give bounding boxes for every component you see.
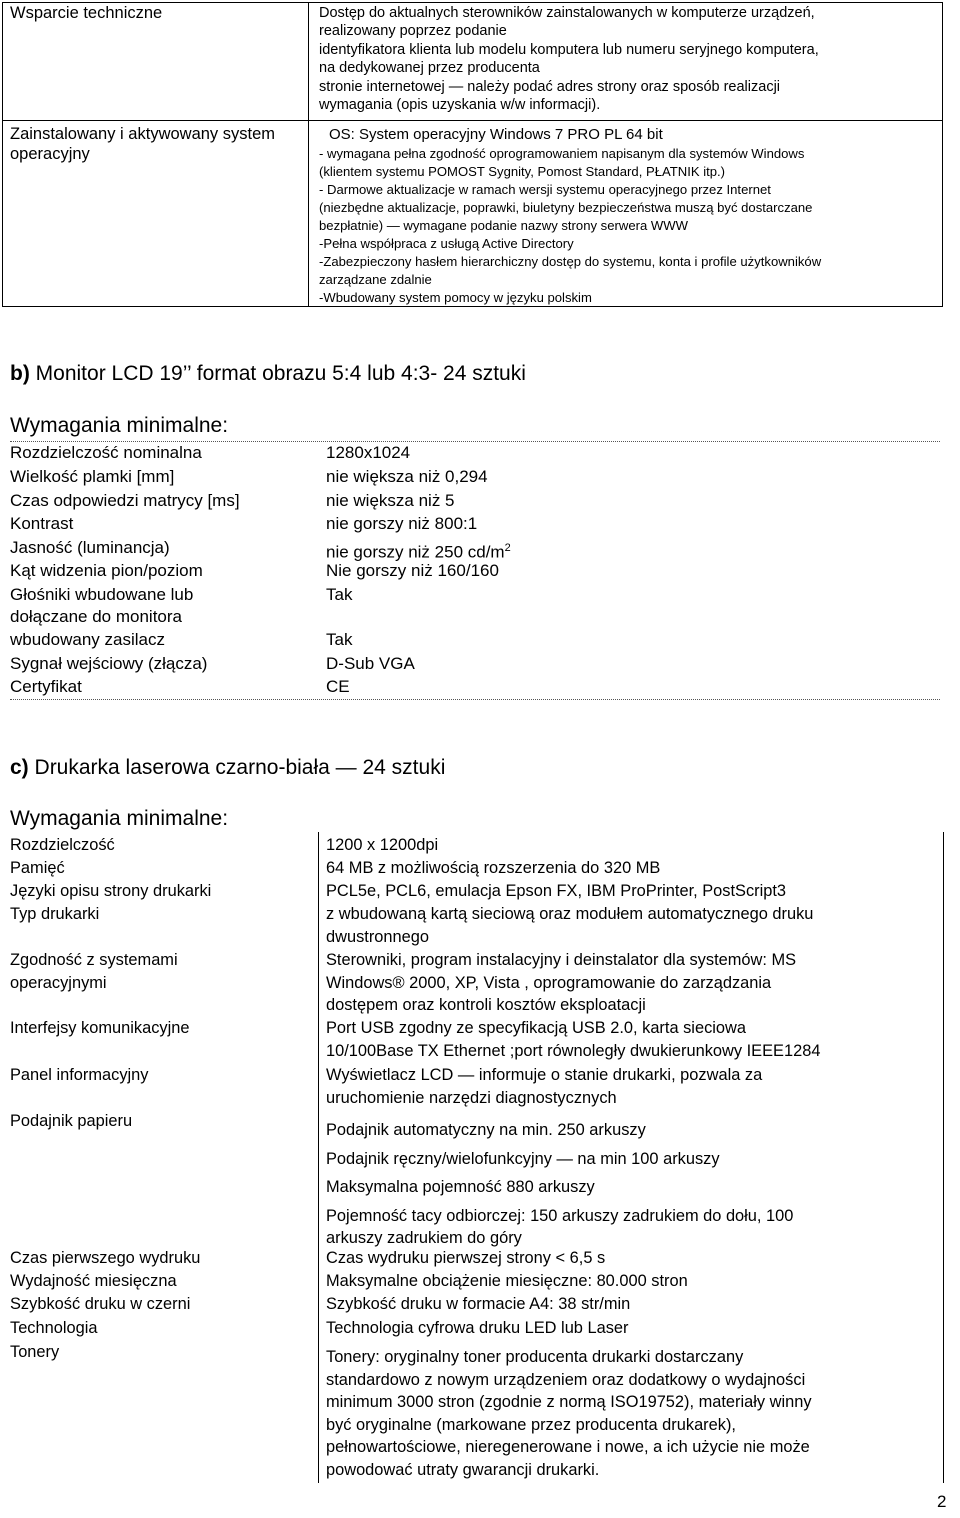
superscript: 2 (504, 542, 511, 554)
os-title: OS: System operacyjny Windows 7 PRO PL 64 bit (329, 126, 663, 143)
spec-value: 1280x1024 (326, 443, 411, 462)
table-border-left (2, 2, 3, 307)
table-column-divider (308, 2, 309, 307)
page-number: 2 (937, 1492, 947, 1511)
spec-value: D-Sub VGA (326, 654, 415, 673)
spec-value: CE (326, 677, 350, 696)
spec-label: Certyfikat (10, 677, 82, 696)
spec-value: Tak (326, 585, 353, 604)
table-border-right (942, 2, 943, 307)
requirements-heading: Wymagania minimalne: (10, 807, 229, 830)
spec-label: Kontrast (10, 514, 74, 533)
spec-value: Sterowniki, program instalacyjny i deinstalator dla systemów: MS Windows® 2000, XP, Vista , oprogramowanie do zarządzania dostępem oraz kontroli kosztów eksploatacji (326, 951, 797, 1015)
text-line: identyfikatora klienta lub modelu komputera lub numeru seryjnego komputera, (319, 41, 819, 58)
spec-label: Tonery (10, 1343, 60, 1361)
section-b-heading (10, 362, 526, 386)
spec-label: Podajnik papieru (10, 1112, 133, 1130)
text-line: wymagania (opis uzyskania w/w informacji). (319, 97, 601, 114)
spec-label: dołączane do monitora (10, 607, 183, 626)
spec-label: Jasność (luminancja) (10, 538, 170, 557)
section-c-heading (10, 756, 445, 780)
spec-value: Nie gorszy niż 160/160 (326, 561, 499, 580)
text-line: zarządzane zdalnie (319, 272, 432, 287)
text-line: (niezbędne aktualizacje, poprawki, biuletyny bezpieczeństwa muszą być dostarczane (319, 200, 813, 215)
section-letter: b) (10, 362, 30, 385)
row-content-tech-support (319, 4, 939, 114)
spec-label: Zgodność z systemami operacyjnymi (10, 951, 178, 992)
spec-value: Szybkość druku w formacie A4: 38 str/min (326, 1295, 631, 1313)
text-line: operacyjny (10, 145, 90, 163)
spec-label: Czas pierwszego wydruku (10, 1249, 201, 1267)
text-line: -Wbudowany system pomocy w języku polskim (319, 290, 592, 305)
spec-label: Kąt widzenia pion/poziom (10, 561, 203, 580)
spec-label: Wielkość plamki [mm] (10, 467, 175, 486)
text-line: - Darmowe aktualizacje w ramach wersji systemu operacyjnego przez Internet (319, 182, 771, 197)
column-divider-right (943, 832, 944, 1483)
spec-value: Podajnik automatyczny na min. 250 arkuszy Podajnik ręczny/wielofunkcyjny — na min 100 arkuszy Maksymalna pojemność 880 arkuszy Pojemność tacy odbiorczej: 150 arkuszy zadrukiem do dołu, 100 arkuszy zadrukiem do góry (326, 1121, 794, 1247)
spec-label: Czas odpowiedzi matrycy [ms] (10, 491, 240, 510)
spec-label: Rozdzielczość (10, 836, 115, 854)
spec-label: Języki opisu strony drukarki (10, 882, 212, 900)
spec-value: nie gorszy niż 800:1 (326, 514, 478, 533)
spec-label: Typ drukarki (10, 905, 100, 923)
text-line: na dedykowanej przez producenta (319, 60, 540, 77)
spec-label: Interfejsy komunikacyjne (10, 1019, 190, 1037)
spec-label: wbudowany zasilacz (10, 630, 165, 649)
section-title: Monitor LCD 19’’ format obrazu 5:4 lub 4:3- 24 sztuki (29, 362, 526, 385)
table-border-top (2, 2, 943, 3)
spec-value: Port USB zgodny ze specyfikacją USB 2.0, karta sieciowa 10/100Base TX Ethernet ;port równoległy dwukierunkowy IEEE1284 (326, 1019, 821, 1060)
spec-label: Technologia (10, 1319, 98, 1337)
column-divider (318, 832, 319, 1483)
row-label-os (10, 124, 275, 164)
spec-value: 64 MB z możliwością rozszerzenia do 320 MB (326, 859, 661, 877)
spec-label: Rozdzielczość nominalna (10, 443, 202, 462)
spec-label: Sygnał wejściowy (złącza) (10, 654, 208, 673)
text-line: (klientem systemu POMOST Sygnity, Pomost Standard, PŁATNIK itp.) (319, 164, 726, 179)
row-content-os (319, 125, 939, 307)
requirements-heading: Wymagania minimalne: (10, 414, 229, 437)
spec-value: nie większa niż 5 (326, 491, 455, 510)
text-line: stronie internetowej — należy podać adres strony oraz sposób realizacji (319, 78, 781, 95)
text-line: - wymagana pełna zgodność oprogramowaniem napisanym dla systemów Windows (319, 146, 805, 161)
spec-label: Szybkość druku w czerni (10, 1295, 191, 1313)
row-label-tech-support: Wsparcie techniczne (10, 4, 163, 22)
spec-value: PCL5e, PCL6, emulacja Epson FX, IBM ProPrinter, PostScript3 (326, 882, 787, 900)
text-line: Zainstalowany i aktywowany system (10, 125, 276, 143)
text-line: -Pełna współpraca z usługą Active Directory (319, 236, 574, 251)
table-bottom-rule (10, 699, 940, 701)
text-line: bezpłatnie) — wymagane podanie nazwy strony serwera WWW (319, 218, 688, 233)
spec-value: Maksymalne obciążenie miesięczne: 80.000 stron (326, 1272, 688, 1290)
table-row-divider (2, 120, 943, 121)
spec-label: Głośniki wbudowane lub (10, 585, 194, 604)
spec-label: Panel informacyjny (10, 1066, 149, 1084)
spec-label: Pamięć (10, 859, 65, 877)
spec-value: Czas wydruku pierwszej strony < 6,5 s (326, 1249, 606, 1267)
spec-value: Tonery: oryginalny toner producenta drukarki dostarczany standardowo z nowym urządzeniem oraz dodatkowy o wydajności minimum 3000 stron (zgodnie z normą ISO19752), materiały winny być oryginalne (markowane przez producenta drukarek), pełnowartościowe, nieregenerowane i nowe, a ich użycie nie może powodować utraty gwarancji drukarki. (326, 1348, 812, 1479)
spec-value: nie większa niż 0,294 (326, 467, 488, 486)
brightness-value: nie gorszy niż 250 cd/m (326, 542, 505, 562)
spec-value: 1200 x 1200dpi (326, 836, 439, 854)
spec-value: Wyświetlacz LCD — informuje o stanie drukarki, pozwala za uruchomienie narzędzi diagnostycznych (326, 1066, 763, 1107)
spec-value: Technologia cyfrowa druku LED lub Laser (326, 1319, 629, 1337)
spec-value: Tak (326, 630, 353, 649)
section-title: Drukarka laserowa czarno-biała — 24 sztuki (28, 756, 446, 779)
spec-label: Wydajność miesięczna (10, 1272, 177, 1290)
section-letter: c) (10, 756, 29, 779)
text-line: realizowany poprzez podanie (319, 23, 507, 40)
spec-value: z wbudowaną kartą sieciową oraz modułem automatycznego druku dwustronnego (326, 905, 814, 946)
text-line: Dostęp do aktualnych sterowników zainstalowanych w komputerze urządzeń, (319, 5, 815, 21)
text-line: -Zabezpieczony hasłem hierarchiczny dostęp do systemu, konta i profile użytkowników (319, 254, 822, 269)
